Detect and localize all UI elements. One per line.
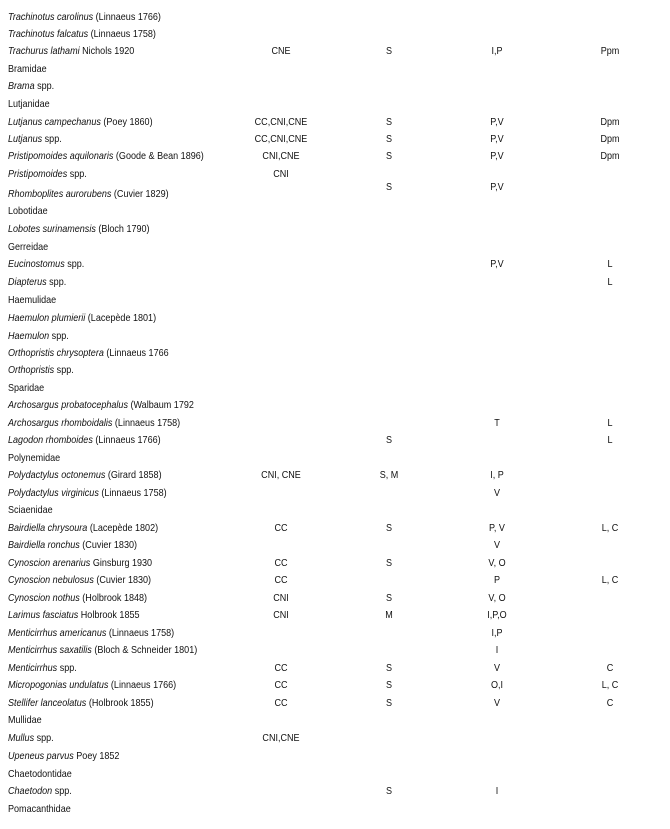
species-row <box>0 642 670 658</box>
family-row <box>0 380 670 396</box>
species-row <box>0 432 670 448</box>
species-authority: (Lacepède 1802) <box>87 522 159 534</box>
col-c-value: V <box>493 539 501 551</box>
family-row <box>0 712 670 728</box>
species-row <box>0 26 670 42</box>
col-c-value: I,P,O <box>487 609 507 621</box>
col-c-value: I, P <box>490 469 504 481</box>
family-name: Sparidae <box>8 382 45 394</box>
family-name: Polynemidae <box>8 452 61 464</box>
col-b-value: S, M <box>379 469 399 481</box>
species-name <box>8 695 154 711</box>
species-row <box>0 572 670 588</box>
species-row <box>0 78 670 94</box>
species-binomial: Polydactylus virginicus <box>8 487 99 499</box>
family-row <box>0 239 670 255</box>
species-name <box>8 625 174 641</box>
species-name <box>8 432 161 448</box>
species-binomial: Bairdiella chrysoura <box>8 522 88 534</box>
species-row <box>0 181 670 202</box>
species-authority: (Linnaeus 1758) <box>88 28 156 40</box>
col-c-value: V <box>493 487 501 499</box>
species-binomial: Menticirrhus americanus <box>8 627 107 639</box>
col-d-value: L <box>607 417 613 429</box>
species-row <box>0 362 670 378</box>
col-b-value: S <box>385 181 393 193</box>
species-authority: (Bloch 1790) <box>95 223 150 235</box>
species-binomial: Cynoscion nebulosus <box>8 574 94 586</box>
species-binomial: Menticirrhus <box>8 662 58 674</box>
species-name <box>8 131 62 147</box>
col-b-value: S <box>385 679 393 691</box>
species-binomial: Micropogonias undulatus <box>8 679 109 691</box>
family-row <box>0 96 670 112</box>
species-name <box>8 642 197 658</box>
col-a-value: CNI, CNE <box>261 469 301 481</box>
family-name: Bramidae <box>8 63 47 75</box>
species-binomial: Archosargus rhomboidalis <box>8 417 113 429</box>
species-name <box>8 166 87 182</box>
species-row <box>0 555 670 571</box>
species-binomial: Bairdiella ronchus <box>8 539 80 551</box>
family-row <box>0 292 670 308</box>
col-a-value: CNI,CNE <box>262 732 300 744</box>
col-b-value: S <box>385 557 393 569</box>
species-authority: Holbrook 1855 <box>78 609 140 621</box>
species-name <box>8 748 119 764</box>
species-row <box>0 485 670 501</box>
species-binomial: Larimus fasciatus <box>8 609 79 621</box>
species-authority: Nichols 1920 <box>79 45 135 57</box>
col-d-value: L <box>607 258 613 270</box>
species-row <box>0 607 670 623</box>
species-row <box>0 677 670 693</box>
species-name <box>8 186 169 202</box>
species-row <box>0 397 670 413</box>
family-row <box>0 203 670 219</box>
species-name <box>8 43 134 59</box>
col-b-value: S <box>385 133 393 145</box>
species-name <box>8 730 54 746</box>
species-name <box>8 221 150 237</box>
species-row <box>0 625 670 641</box>
col-c-value: I,P <box>491 627 503 639</box>
col-a-value: CC <box>274 557 288 569</box>
col-c-value: P,V <box>490 133 504 145</box>
species-row <box>0 221 670 237</box>
family-name: Mullidae <box>8 714 42 726</box>
species-name <box>8 256 84 272</box>
col-d-value: L <box>607 434 613 446</box>
col-a-value: CNI <box>273 168 289 180</box>
species-row <box>0 9 670 25</box>
col-d-value: Dpm <box>600 133 620 145</box>
species-binomial: Chaetodon <box>8 785 53 797</box>
col-d-value: Ppm <box>600 45 620 57</box>
family-name: Lobotidae <box>8 205 48 217</box>
species-name <box>8 783 72 799</box>
species-name <box>8 397 194 413</box>
family-row <box>0 502 670 518</box>
species-authority: (Cuvier 1830) <box>93 574 152 586</box>
species-binomial: Mullus <box>8 732 35 744</box>
species-binomial: Haemulon <box>8 330 50 342</box>
species-authority: (Linnaeus 1758) <box>112 417 181 429</box>
species-name <box>8 114 153 130</box>
col-d-value: C <box>606 697 614 709</box>
species-binomial: Cynoscion arenarius <box>8 557 91 569</box>
species-authority: (Girard 1858) <box>105 469 162 481</box>
species-binomial: Lobotes surinamensis <box>8 223 96 235</box>
col-a-value: CC <box>274 679 288 691</box>
species-authority: (Cuvier 1829) <box>111 188 169 200</box>
species-name <box>8 537 137 553</box>
species-binomial: Menticirrhus saxatilis <box>8 644 92 656</box>
species-authority: Poey 1852 <box>73 750 120 762</box>
family-row <box>0 450 670 466</box>
species-authority: spp. <box>67 168 87 180</box>
species-binomial: Orthopristis chrysoptera <box>8 347 104 359</box>
species-authority: spp. <box>34 732 54 744</box>
species-authority: spp. <box>42 133 62 145</box>
col-d-value: L, C <box>601 574 619 586</box>
col-a-value: CNI <box>273 592 289 604</box>
species-authority: spp. <box>57 662 77 674</box>
col-c-value: V <box>493 697 501 709</box>
species-name <box>8 555 152 571</box>
family-name: Gerreidae <box>8 241 49 253</box>
family-name: Pomacanthidae <box>8 803 71 815</box>
species-binomial: Eucinostomus <box>8 258 65 270</box>
species-authority: spp. <box>54 364 74 376</box>
col-a-value: CC <box>274 574 288 586</box>
species-name <box>8 607 140 623</box>
species-authority: (Linnaeus 1766) <box>93 11 161 23</box>
species-row <box>0 590 670 606</box>
species-binomial: Pristipomoides aquilonaris <box>8 150 114 162</box>
col-d-value: L, C <box>601 679 619 691</box>
species-row <box>0 730 670 746</box>
col-d-value: L <box>607 276 613 288</box>
col-a-value: CC <box>274 522 288 534</box>
species-name <box>8 9 161 25</box>
species-name <box>8 78 54 94</box>
species-authority: (Linnaeus 1758) <box>98 487 167 499</box>
family-name: Lutjanidae <box>8 98 50 110</box>
col-c-value: P,V <box>490 116 504 128</box>
species-authority: (Bloch & Schneider 1801) <box>91 644 198 656</box>
species-binomial: Upeneus parvus <box>8 750 74 762</box>
species-authority: (Linnaeus 1758) <box>106 627 175 639</box>
species-row <box>0 310 670 326</box>
col-c-value: P, V <box>489 522 505 534</box>
species-row <box>0 114 670 130</box>
species-row <box>0 131 670 147</box>
species-binomial: Lagodon rhomboides <box>8 434 93 446</box>
species-name <box>8 148 204 164</box>
col-c-value: P <box>493 574 501 586</box>
species-row <box>0 328 670 344</box>
col-a-value: CC <box>274 662 288 674</box>
species-row <box>0 166 670 182</box>
col-c-value: I <box>495 644 499 656</box>
species-row <box>0 345 670 361</box>
species-authority: spp. <box>49 330 69 342</box>
col-a-value: CC <box>274 697 288 709</box>
col-a-value: CNE <box>271 45 291 57</box>
family-row <box>0 766 670 782</box>
species-row <box>0 148 670 164</box>
species-name <box>8 362 74 378</box>
col-b-value: S <box>385 785 393 797</box>
species-authority: spp. <box>46 276 67 288</box>
species-authority: (Holbrook 1848) <box>79 592 148 604</box>
species-name <box>8 345 169 361</box>
col-c-value: V, O <box>488 592 506 604</box>
col-b-value: S <box>385 662 393 674</box>
col-d-value: C <box>606 662 614 674</box>
species-row <box>0 537 670 553</box>
species-name <box>8 572 151 588</box>
species-row <box>0 256 670 272</box>
species-binomial: Trachinotus carolinus <box>8 11 94 23</box>
species-row <box>0 660 670 676</box>
species-binomial: Stellifer lanceolatus <box>8 697 87 709</box>
species-binomial: Brama <box>8 80 35 92</box>
col-b-value: S <box>385 116 393 128</box>
species-binomial: Trachurus lathami <box>8 45 80 57</box>
col-b-value: S <box>385 592 393 604</box>
species-name <box>8 485 167 501</box>
species-name <box>8 660 77 676</box>
family-row <box>0 61 670 77</box>
species-authority: (Goode & Bean 1896) <box>113 150 204 162</box>
species-authority: (Holbrook 1855) <box>86 697 154 709</box>
species-authority: (Linnaeus 1766) <box>108 679 177 691</box>
species-authority: (Linnaeus 1766) <box>92 434 161 446</box>
col-c-value: P,V <box>490 258 504 270</box>
species-binomial: Orthopristis <box>8 364 55 376</box>
species-row <box>0 467 670 483</box>
col-d-value: L, C <box>601 522 619 534</box>
species-authority: (Poey 1860) <box>100 116 153 128</box>
species-name <box>8 467 162 483</box>
species-row <box>0 274 670 290</box>
species-binomial: Haemulon plumierii <box>8 312 86 324</box>
species-authority: (Walbaum 1792 <box>127 399 194 411</box>
col-c-value: V, O <box>488 557 506 569</box>
species-authority: Ginsburg 1930 <box>90 557 153 569</box>
species-authority: spp. <box>64 258 85 270</box>
species-name <box>8 590 147 606</box>
species-authority: (Linnaeus 1766 <box>103 347 169 359</box>
col-a-value: CNI,CNE <box>262 150 300 162</box>
col-a-value: CC,CNI,CNE <box>254 116 308 128</box>
species-row <box>0 783 670 799</box>
col-a-value: CC,CNI,CNE <box>254 133 308 145</box>
species-name <box>8 328 69 344</box>
species-authority: (Lacepède 1801) <box>85 312 157 324</box>
col-d-value: Dpm <box>600 150 620 162</box>
family-name: Haemulidae <box>8 294 57 306</box>
species-binomial: Pristipomoides <box>8 168 68 180</box>
col-b-value: S <box>385 697 393 709</box>
species-authority: spp. <box>34 80 55 92</box>
col-c-value: V <box>493 662 501 674</box>
col-b-value: M <box>385 609 393 621</box>
species-binomial: Archosargus probatocephalus <box>8 399 128 411</box>
col-c-value: I,P <box>491 45 503 57</box>
species-authority: (Cuvier 1830) <box>79 539 137 551</box>
family-row <box>0 801 670 817</box>
species-name <box>8 415 180 431</box>
species-row <box>0 695 670 711</box>
family-name: Sciaenidae <box>8 504 53 516</box>
col-c-value: P,V <box>490 150 504 162</box>
col-c-value: O,I <box>490 679 504 691</box>
family-name: Chaetodontidae <box>8 768 72 780</box>
species-binomial: Diapterus <box>8 276 47 288</box>
col-b-value: S <box>385 150 393 162</box>
species-name <box>8 310 156 326</box>
species-name <box>8 26 156 42</box>
species-row <box>0 520 670 536</box>
col-d-value: Dpm <box>600 116 620 128</box>
species-name <box>8 520 158 536</box>
col-a-value: CNI <box>273 609 289 621</box>
species-row <box>0 748 670 764</box>
species-binomial: Rhomboplites aurorubens <box>8 188 112 200</box>
species-binomial: Polydactylus octonemus <box>8 469 106 481</box>
species-binomial: Cynoscion nothus <box>8 592 80 604</box>
col-b-value: S <box>385 522 393 534</box>
species-name <box>8 274 66 290</box>
species-name <box>8 677 176 693</box>
species-row <box>0 415 670 431</box>
species-binomial: Trachinotus falcatus <box>8 28 89 40</box>
col-b-value: S <box>385 45 393 57</box>
species-authority: spp. <box>52 785 72 797</box>
col-b-value: S <box>385 434 393 446</box>
col-c-value: P,V <box>490 181 504 193</box>
species-binomial: Lutjanus <box>8 133 43 145</box>
col-c-value: I <box>495 785 499 797</box>
col-c-value: T <box>494 417 500 429</box>
species-row <box>0 43 670 59</box>
species-binomial: Lutjanus campechanus <box>8 116 101 128</box>
